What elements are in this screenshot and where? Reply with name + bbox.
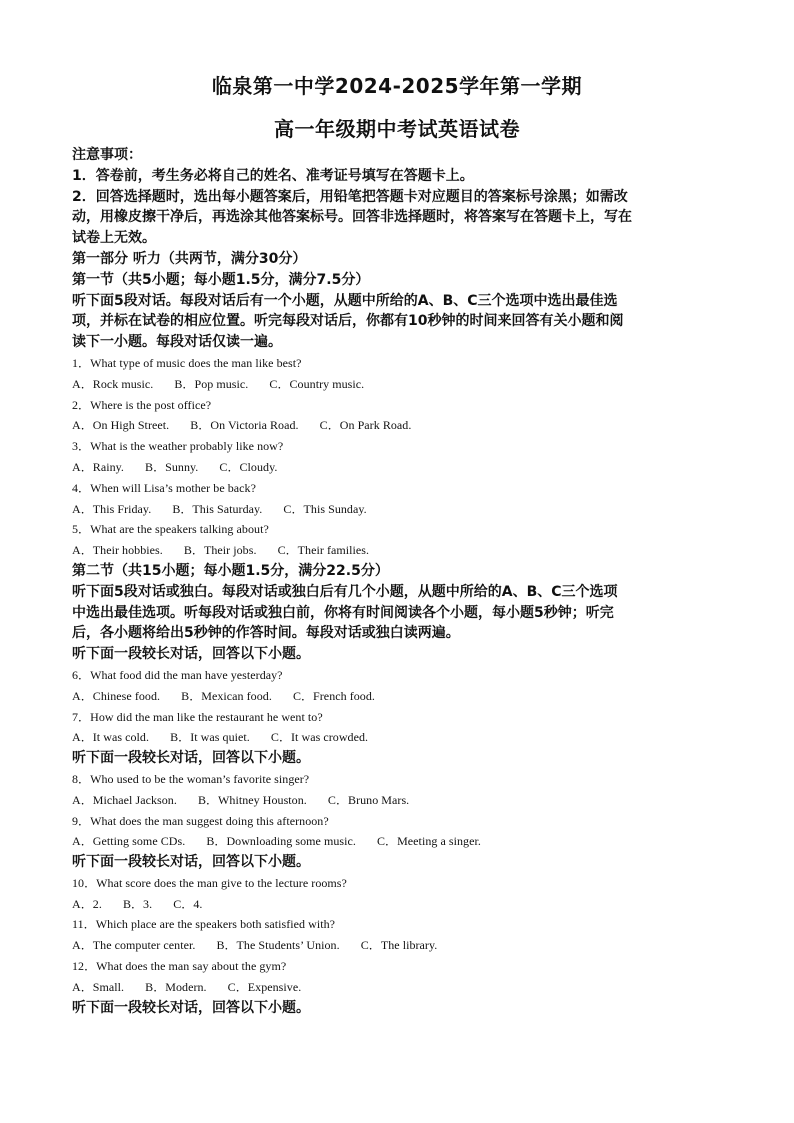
section2-instruction-line3: 后，各小题将给出5秒钟的作答时间。每段对话或独白读两遍。 xyxy=(72,625,460,642)
question-10: 10．What score does the man give to the lecture rooms? xyxy=(72,875,347,890)
option-c: C．The library. xyxy=(360,938,438,953)
notice-item-1: 1．答卷前，考生务必将自己的姓名、准考证号填写在答题卡上。 xyxy=(72,167,474,184)
long-dialogue-label: 听下面一段较长对话，回答以下小题。 xyxy=(72,854,310,871)
section2-heading: 第二节（共15小题；每小题1.5分，满分22.5分） xyxy=(72,562,389,579)
section1-instruction-line2: 项，并标在试卷的相应位置。听完每段对话后，你都有10秒钟的时间来回答有关小题和阅 xyxy=(72,313,624,330)
question-5-options xyxy=(72,540,722,561)
section1-instruction-line3: 读下一小题。每段对话仅读一遍。 xyxy=(72,334,282,351)
option-b: B．Sunny. xyxy=(145,459,199,474)
option-a: A．This Friday. xyxy=(72,501,152,516)
option-c: C．It was crowded. xyxy=(270,730,369,745)
option-b: B．This Saturday. xyxy=(172,501,263,516)
option-a: A．2. xyxy=(72,896,102,911)
question-12-options xyxy=(72,977,722,998)
option-b: B．Downloading some music. xyxy=(206,834,356,849)
long-dialogue-label: 听下面一段较长对话，回答以下小题。 xyxy=(72,646,310,663)
option-c: C．Expensive. xyxy=(227,979,302,994)
option-b: B．It was quiet. xyxy=(170,730,250,745)
question-6: 6．What food did the man have yesterday? xyxy=(72,667,283,682)
option-c: C．Their families. xyxy=(277,543,370,558)
option-a: A．Michael Jackson. xyxy=(72,792,177,807)
question-7: 7．How did the man like the restaurant he went to? xyxy=(72,709,323,724)
question-11-options xyxy=(72,935,722,956)
exam-title-line1: 临泉第一中学2024-2025学年第一学期 xyxy=(211,74,583,98)
option-a: A．The computer center. xyxy=(72,938,196,953)
option-b: B．Pop music. xyxy=(174,376,249,391)
question-8-options xyxy=(72,790,722,811)
question-9: 9．What does the man suggest doing this afternoon? xyxy=(72,813,329,828)
question-1-options xyxy=(72,374,722,395)
question-6-options xyxy=(72,686,722,707)
option-b: B．On Victoria Road. xyxy=(190,418,299,433)
option-b: B．3. xyxy=(122,896,153,911)
option-a: A．Small. xyxy=(72,979,125,994)
option-a: A．Getting some CDs. xyxy=(72,834,186,849)
question-11: 11．Which place are the speakers both satisfied with? xyxy=(72,917,336,932)
question-1: 1．What type of music does the man like best? xyxy=(72,355,302,370)
long-dialogue-label: 听下面一段较长对话，回答以下小题。 xyxy=(72,750,310,767)
option-c: C．4. xyxy=(173,896,203,911)
option-a: A．Their hobbies. xyxy=(72,543,163,558)
question-4-options xyxy=(72,499,722,520)
part1-heading: 第一部分 听力（共两节，满分30分） xyxy=(72,250,307,267)
notice-item-2-line2: 动，用橡皮擦干净后，再选涂其他答案标号。回答非选择题时，将答案写在答题卡上，写在 xyxy=(72,209,632,226)
option-c: C．This Sunday. xyxy=(283,501,367,516)
option-b: B．Modern. xyxy=(145,979,207,994)
section1-instruction-line1: 听下面5段对话。每段对话后有一个小题，从题中所给的A、B、C三个选项中选出最佳选 xyxy=(72,292,618,309)
option-c: C．Bruno Mars. xyxy=(327,792,410,807)
question-7-options xyxy=(72,727,722,748)
option-a: A．Chinese food. xyxy=(72,688,161,703)
notice-heading: 注意事项： xyxy=(72,147,142,163)
question-4: 4．When will Lisa’s mother be back? xyxy=(72,480,256,495)
question-2: 2．Where is the post office? xyxy=(72,397,212,412)
notice-item-2-line1: 2．回答选择题时，选出每小题答案后，用铅笔把答题卡对应题目的答案标号涂黑；如需改 xyxy=(72,188,628,205)
option-b: B．The Students’ Union. xyxy=(216,938,340,953)
option-a: A．Rainy. xyxy=(72,459,124,474)
option-c: C．Country music. xyxy=(269,376,365,391)
question-5: 5．What are the speakers talking about? xyxy=(72,522,269,537)
option-c: C．Meeting a singer. xyxy=(376,834,481,849)
notice-item-2-line3: 试卷上无效。 xyxy=(72,230,156,247)
question-9-options xyxy=(72,831,722,852)
long-dialogue-label: 听下面一段较长对话，回答以下小题。 xyxy=(72,999,310,1016)
option-b: B．Whitney Houston. xyxy=(197,792,307,807)
section2-instruction-line1: 听下面5段对话或独白。每段对话或独白后有几个小题，从题中所给的A、B、C三个选项 xyxy=(72,583,618,600)
question-3-options xyxy=(72,457,722,478)
option-a: A．Rock music. xyxy=(72,376,154,391)
question-2-options xyxy=(72,415,722,436)
option-b: B．Their jobs. xyxy=(183,543,257,558)
question-8: 8．Who used to be the woman’s favorite singer? xyxy=(72,771,310,786)
option-b: B．Mexican food. xyxy=(181,688,272,703)
question-3: 3．What is the weather probably like now? xyxy=(72,439,284,454)
option-c: C．On Park Road. xyxy=(319,418,412,433)
exam-title-line2: 高一年级期中考试英语试卷 xyxy=(274,117,520,141)
option-a: A．On High Street. xyxy=(72,418,170,433)
option-c: C．Cloudy. xyxy=(219,459,278,474)
question-12: 12．What does the man say about the gym? xyxy=(72,959,287,974)
section1-heading: 第一节（共5小题；每小题1.5分，满分7.5分） xyxy=(72,271,370,288)
option-c: C．French food. xyxy=(292,688,375,703)
question-10-options xyxy=(72,894,722,915)
section2-instruction-line2: 中选出最佳选项。听每段对话或独白前，你将有时间阅读各个小题，每小题5秒钟；听完 xyxy=(72,604,614,621)
option-a: A．It was cold. xyxy=(72,730,150,745)
exam-content xyxy=(72,145,722,1018)
